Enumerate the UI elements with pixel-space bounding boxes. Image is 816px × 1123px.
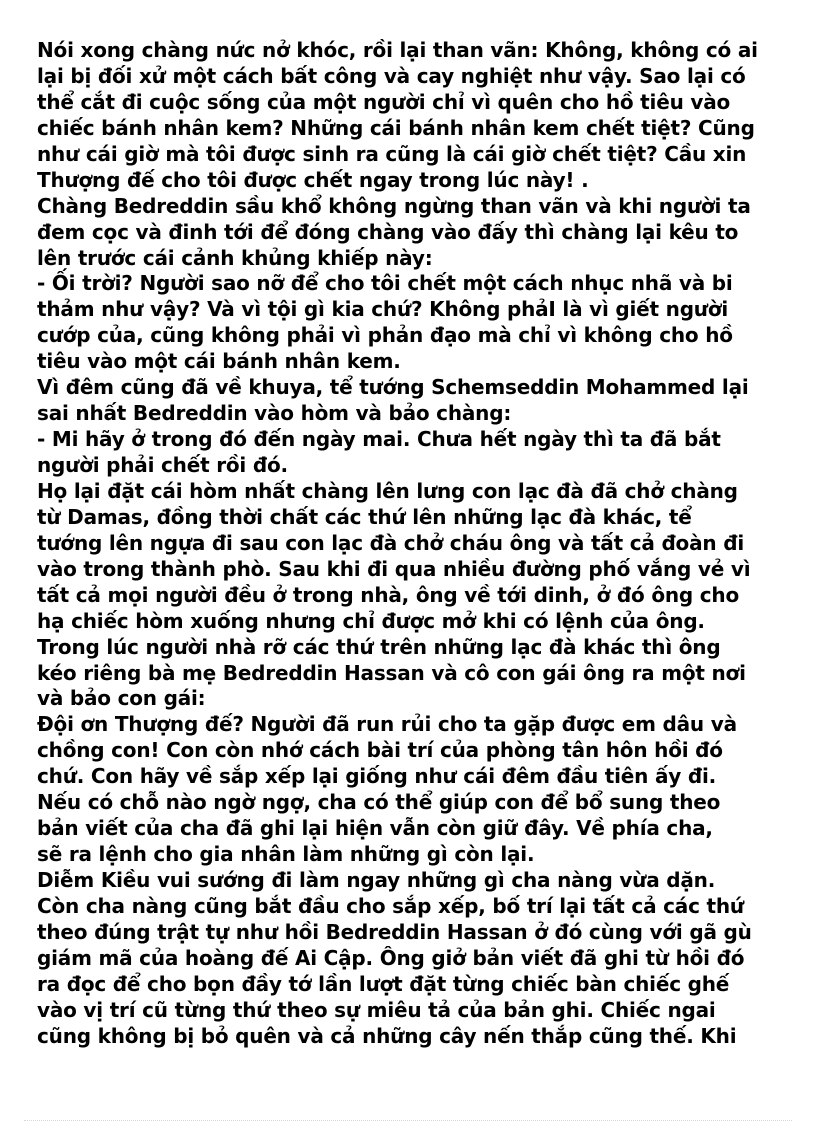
text-line: tướng lên ngựa đi sau con lạc đà chở cháu ông và tất cả đoàn đi — [37, 530, 744, 555]
text-line: lại bị đối xử một cách bất công và cay nghiệt như vậy. Sao lại có — [37, 63, 746, 88]
text-line: Họ lại đặt cái hòm nhất chàng lên lưng con lạc đà đã chở chàng — [37, 478, 738, 503]
text-line: tất cả mọi người đều ở trong nhà, ông về tới dinh, ở đó ông cho — [37, 582, 740, 607]
text-line: vào trong thành phò. Sau khi đi qua nhiều đường phố vắng vẻ vì — [37, 556, 751, 581]
text-line: tiêu vào một cái bánh nhân kem. — [37, 349, 401, 374]
text-line: sai nhất Bedreddin vào hòm và bảo chàng: — [37, 401, 512, 426]
text-line: giám mã của hoàng đế Ai Cập. Ông giở bản viết đã ghi từ hồi đó — [37, 945, 745, 970]
text-line: bản viết của cha đã ghi lại hiện vẫn còn giữ đây. Về phía cha, — [37, 816, 713, 841]
text-line: đem cọc và đinh tới để đóng chàng vào đấy thì chàng lại kêu to — [37, 219, 739, 244]
text-line: Còn cha nàng cũng bắt đầu cho sắp xếp, bố trí lại tất cả các thứ — [37, 893, 744, 918]
text-line: vào vị trí cũ từng thứ theo sự miêu tả của bản ghi. Chiếc ngai — [37, 997, 716, 1022]
text-line: người phải chết rồi đó. — [37, 453, 288, 477]
text-line: hạ chiếc hòm xuống nhưng chỉ được mở khi có lệnh của ông. — [37, 608, 705, 633]
footer-divider — [24, 1120, 792, 1121]
text-line: Nếu có chỗ nào ngờ ngợ, cha có thể giúp con để bổ sung theo — [37, 790, 721, 815]
text-line: chứ. Con hãy về sắp xếp lại giống như cái đêm đầu tiên ấy đi. — [37, 764, 717, 789]
text-line: sẽ ra lệnh cho gia nhân làm những gì còn lại. — [37, 842, 535, 867]
text-line: - Mi hãy ở trong đó đến ngày mai. Chưa hết ngày thì ta đã bắt — [37, 427, 721, 452]
text-line: Nói xong chàng nức nở khóc, rồi lại than vãn: Không, không có ai — [37, 38, 758, 62]
body-text — [37, 38, 797, 1050]
text-line: Đội ơn Thượng đế? Người đã run rủi cho ta gặp được em dâu và — [37, 712, 737, 737]
text-line: thể cắt đi cuộc sống của một người chỉ vì quên cho hồ tiêu vào — [37, 89, 731, 114]
text-line: lên trước cái cảnh khủng khiếp này: — [37, 245, 433, 270]
text-line: Chàng Bedreddin sầu khổ không ngừng than vãn và khi người ta — [37, 193, 751, 218]
text-line: cũng không bị bỏ quên và cả những cây nến thắp cũng thế. Khi — [37, 1023, 737, 1048]
text-line: Vì đêm cũng đã về khuya, tể tướng Schemseddin Mohammed lại — [37, 375, 749, 400]
text-line: Thượng đế cho tôi được chết ngay trong lúc này! . — [37, 167, 589, 192]
text-line: - Ối trời? Người sao nỡ để cho tôi chết một cách nhục nhã và bi — [37, 271, 733, 296]
text-line: kéo riêng bà mẹ Bedreddin Hassan và cô con gái ông ra một nơi — [37, 660, 746, 685]
text-line: ra đọc để cho bọn đầy tớ lần lượt đặt từng chiếc bàn chiếc ghế — [37, 971, 730, 996]
text-line: và bảo con gái: — [37, 686, 206, 711]
text-line: Diễm Kiều vui sướng đi làm ngay những gì cha nàng vừa dặn. — [37, 868, 716, 892]
text-line: Trong lúc người nhà rỡ các thứ trên những lạc đà khác thì ông — [37, 634, 721, 659]
text-line: theo đúng trật tự như hồi Bedreddin Hassan ở đó cùng với gã gù — [37, 919, 752, 944]
text-line: như cái giờ mà tôi được sinh ra cũng là cái giờ chết tiệt? Cầu xin — [37, 141, 747, 166]
text-line: cướp của, cũng không phải vì phản đạo mà chỉ vì không cho hồ — [37, 323, 733, 348]
text-line: thảm như vậy? Và vì tội gì kia chứ? Không phảI là vì giết người — [37, 297, 729, 322]
text-line: chồng con! Con còn nhớ cách bài trí của phòng tân hôn hồi đó — [37, 738, 723, 763]
text-line: chiếc bánh nhân kem? Những cái bánh nhân kem chết tiệt? Cũng — [37, 115, 755, 140]
text-line: từ Damas, đồng thời chất các thứ lên những lạc đà khác, tể — [37, 504, 692, 529]
